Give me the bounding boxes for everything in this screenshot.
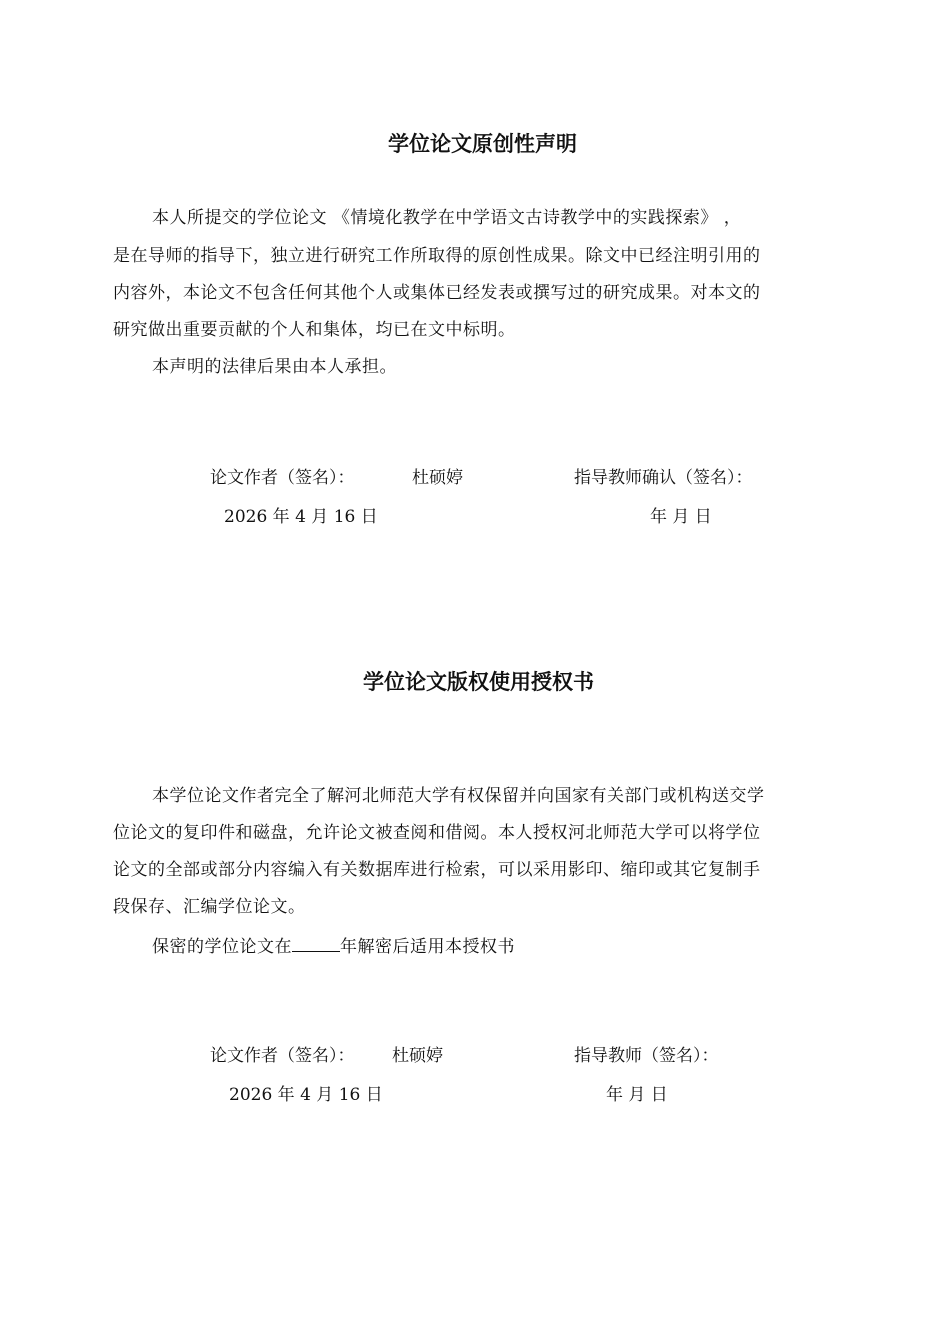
authorization-line-1: 本学位论文作者完全了解河北师范大学有权保留并向国家有关部门或机构送交学: [152, 786, 765, 806]
declaration-line-4: 研究做出重要贡献的个人和集体，均已在文中标明。: [113, 320, 516, 340]
declaration-author-label: 论文作者（签名）：: [210, 468, 355, 488]
confidential-suffix: 年解密后适用本授权书: [340, 937, 515, 957]
authorization-title: 学位论文版权使用授权书: [363, 670, 594, 694]
declaration-line-3: 内容外，本论文不包含任何其他个人或集体已经发表或撰写过的研究成果。对本文的: [113, 283, 761, 303]
authorization-author-date: 2026 年 4 月 16 日: [229, 1085, 383, 1105]
declaration-line-1: 本人所提交的学位论文 《情境化教学在中学语文古诗教学中的实践探索》 ，: [152, 208, 742, 228]
declaration-author-date: 2026 年 4 月 16 日: [224, 507, 378, 527]
authorization-line-4: 段保存、汇编学位论文。: [113, 897, 306, 917]
declaration-supervisor-date: 年 月 日: [650, 507, 712, 527]
declaration-author-name: 杜硕婷: [412, 468, 463, 488]
declaration-supervisor-label: 指导教师确认（签名）：: [574, 468, 753, 488]
declaration-line-2: 是在导师的指导下，独立进行研究工作所取得的原创性成果。除文中已经注明引用的: [113, 246, 761, 266]
authorization-line-2: 位论文的复印件和磁盘，允许论文被查阅和借阅。本人授权河北师范大学可以将学位: [113, 823, 761, 843]
authorization-line-3: 论文的全部或部分内容编入有关数据库进行检索，可以采用影印、缩印或其它复制手: [113, 860, 761, 880]
authorization-supervisor-label: 指导教师（签名）：: [574, 1046, 719, 1066]
authorization-author-name: 杜硕婷: [392, 1046, 443, 1066]
authorization-supervisor-date: 年 月 日: [606, 1085, 668, 1105]
confidential-years-blank[interactable]: [292, 935, 340, 952]
confidential-prefix: 保密的学位论文在: [152, 937, 292, 957]
authorization-author-label: 论文作者（签名）：: [210, 1046, 355, 1066]
declaration-title: 学位论文原创性声明: [388, 132, 577, 156]
declaration-liability: 本声明的法律后果由本人承担。: [152, 357, 397, 377]
confidential-clause: [152, 935, 515, 957]
